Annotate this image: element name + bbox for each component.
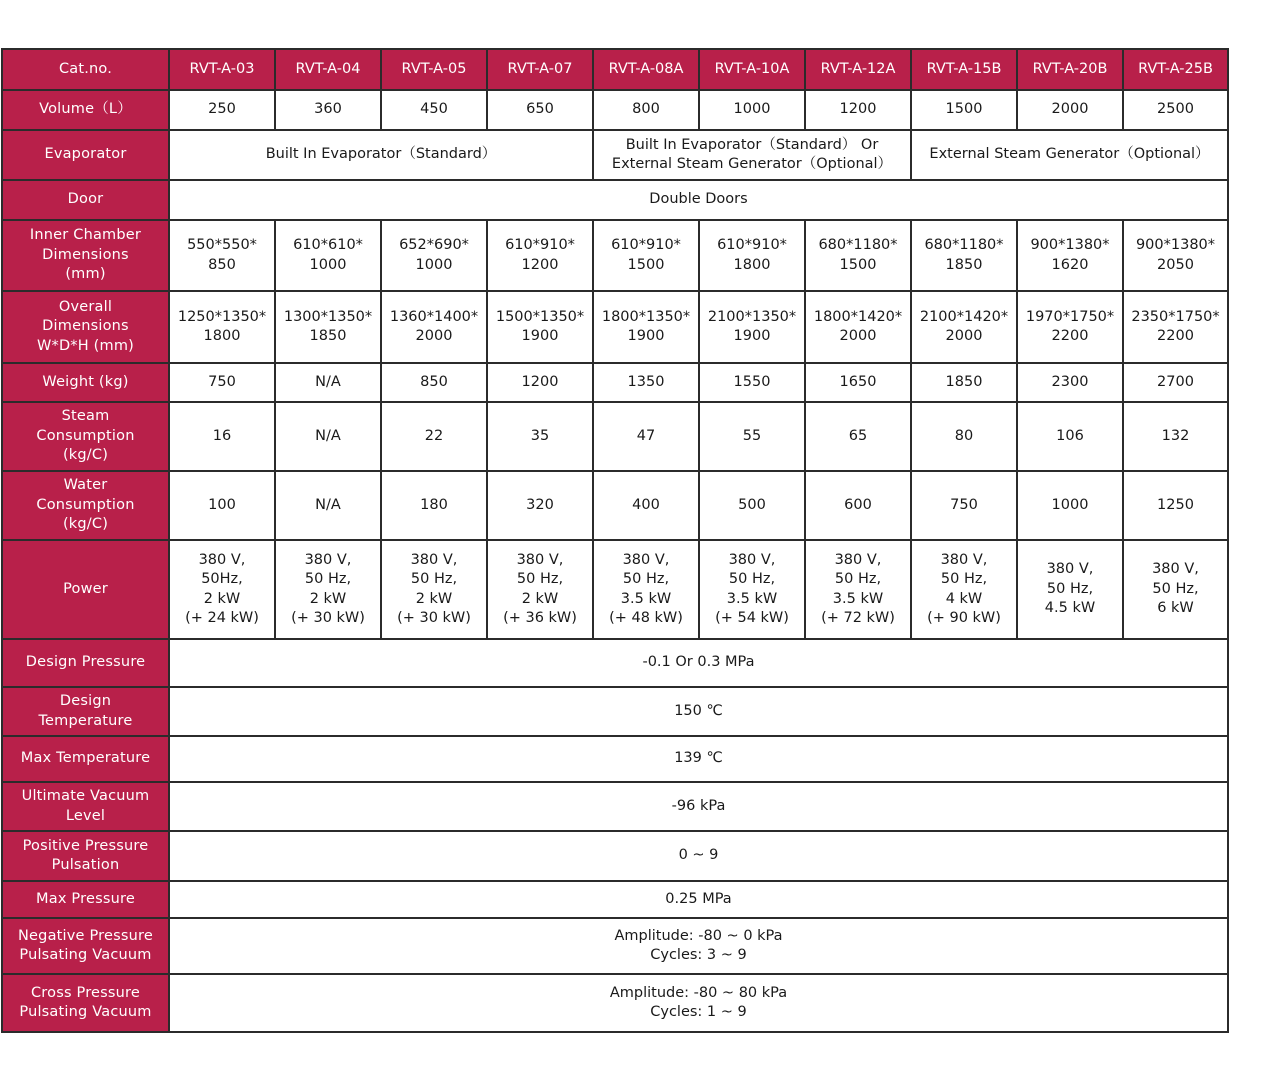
value-cell: 320: [487, 471, 593, 540]
value-cell: 250: [169, 90, 275, 130]
max-temperature-value: 139 ℃: [169, 736, 1228, 782]
door-value: Double Doors: [169, 180, 1228, 220]
value-cell: 1000: [1017, 471, 1123, 540]
model-cell: RVT-A-20B: [1017, 49, 1123, 90]
label-max-temperature: Max Temperature: [2, 736, 169, 782]
label-cross-pulsating: Cross Pressure Pulsating Vacuum: [2, 974, 169, 1032]
value-cell: 900*1380* 2050: [1123, 220, 1228, 291]
value-cell: 47: [593, 402, 699, 471]
value-cell: 450: [381, 90, 487, 130]
value-cell: 1250: [1123, 471, 1228, 540]
value-cell: 750: [169, 363, 275, 402]
value-cell: 180: [381, 471, 487, 540]
evaporator-group-3: External Steam Generator（Optional）: [911, 130, 1228, 180]
negative-pulsating-value: Amplitude: -80 ~ 0 kPa Cycles: 3 ~ 9: [169, 918, 1228, 974]
value-cell: 2350*1750* 2200: [1123, 291, 1228, 363]
value-cell: 1000: [699, 90, 805, 130]
label-negative-pulsating: Negative Pressure Pulsating Vacuum: [2, 918, 169, 974]
row-overall-dimensions: [2, 291, 1228, 363]
row-design-pressure: [2, 639, 1228, 687]
label-power: Power: [2, 540, 169, 639]
value-cell: 1500: [911, 90, 1017, 130]
value-cell: 1500*1350* 1900: [487, 291, 593, 363]
value-cell: 500: [699, 471, 805, 540]
value-cell: N/A: [275, 402, 381, 471]
value-cell: 2300: [1017, 363, 1123, 402]
value-cell: 22: [381, 402, 487, 471]
design-pressure-value: -0.1 Or 0.3 MPa: [169, 639, 1228, 687]
value-cell: 1970*1750* 2200: [1017, 291, 1123, 363]
value-cell: 55: [699, 402, 805, 471]
value-cell: 1200: [805, 90, 911, 130]
row-volume: [2, 90, 1228, 130]
value-cell: 610*910* 1800: [699, 220, 805, 291]
value-cell: 35: [487, 402, 593, 471]
label-design-temperature: Design Temperature: [2, 687, 169, 736]
value-cell: 2500: [1123, 90, 1228, 130]
value-cell: 380 V, 50 Hz, 4.5 kW: [1017, 540, 1123, 639]
model-cell: RVT-A-12A: [805, 49, 911, 90]
value-cell: 380 V, 50 Hz, 4 kW (+ 90 kW): [911, 540, 1017, 639]
value-cell: 900*1380* 1620: [1017, 220, 1123, 291]
row-weight: [2, 363, 1228, 402]
row-ultimate-vacuum: [2, 782, 1228, 831]
row-door: [2, 180, 1228, 220]
value-cell: 400: [593, 471, 699, 540]
value-cell: 1360*1400* 2000: [381, 291, 487, 363]
label-catno: Cat.no.: [2, 49, 169, 90]
ultimate-vacuum-value: -96 kPa: [169, 782, 1228, 831]
positive-pulsation-value: 0 ~ 9: [169, 831, 1228, 881]
model-cell: RVT-A-10A: [699, 49, 805, 90]
label-positive-pulsation: Positive Pressure Pulsation: [2, 831, 169, 881]
value-cell: 132: [1123, 402, 1228, 471]
value-cell: N/A: [275, 471, 381, 540]
model-cell: RVT-A-05: [381, 49, 487, 90]
value-cell: 1800*1420* 2000: [805, 291, 911, 363]
value-cell: 380 V, 50 Hz, 2 kW (+ 30 kW): [275, 540, 381, 639]
label-design-pressure: Design Pressure: [2, 639, 169, 687]
value-cell: 106: [1017, 402, 1123, 471]
row-evaporator: [2, 130, 1228, 180]
value-cell: 16: [169, 402, 275, 471]
value-cell: 610*610* 1000: [275, 220, 381, 291]
value-cell: 2700: [1123, 363, 1228, 402]
design-temperature-value: 150 ℃: [169, 687, 1228, 736]
row-water-consumption: [2, 471, 1228, 540]
model-cell: RVT-A-15B: [911, 49, 1017, 90]
label-inner-dimensions: Inner Chamber Dimensions (mm): [2, 220, 169, 291]
label-water-consumption: Water Consumption (kg/C): [2, 471, 169, 540]
row-catno: [2, 49, 1228, 90]
label-weight: Weight (kg): [2, 363, 169, 402]
label-ultimate-vacuum: Ultimate Vacuum Level: [2, 782, 169, 831]
value-cell: 380 V, 50 Hz, 2 kW (+ 36 kW): [487, 540, 593, 639]
value-cell: 600: [805, 471, 911, 540]
row-cross-pulsating: [2, 974, 1228, 1032]
value-cell: 680*1180* 1500: [805, 220, 911, 291]
label-max-pressure: Max Pressure: [2, 881, 169, 918]
label-door: Door: [2, 180, 169, 220]
value-cell: 80: [911, 402, 1017, 471]
row-power: [2, 540, 1228, 639]
value-cell: 1650: [805, 363, 911, 402]
value-cell: 1200: [487, 363, 593, 402]
row-negative-pulsating: [2, 918, 1228, 974]
value-cell: 100: [169, 471, 275, 540]
value-cell: 65: [805, 402, 911, 471]
value-cell: 1300*1350* 1850: [275, 291, 381, 363]
model-cell: RVT-A-08A: [593, 49, 699, 90]
evaporator-group-2: Built In Evaporator（Standard） Or External Steam Generator（Optional）: [593, 130, 911, 180]
row-design-temperature: [2, 687, 1228, 736]
value-cell: 2100*1350* 1900: [699, 291, 805, 363]
value-cell: 750: [911, 471, 1017, 540]
row-positive-pulsation: [2, 831, 1228, 881]
row-max-pressure: [2, 881, 1228, 918]
value-cell: 380 V, 50Hz, 2 kW (+ 24 kW): [169, 540, 275, 639]
label-volume: Volume（L）: [2, 90, 169, 130]
value-cell: 2100*1420* 2000: [911, 291, 1017, 363]
value-cell: 1850: [911, 363, 1017, 402]
value-cell: 2000: [1017, 90, 1123, 130]
row-steam-consumption: [2, 402, 1228, 471]
value-cell: 1350: [593, 363, 699, 402]
row-inner-dimensions: [2, 220, 1228, 291]
value-cell: 680*1180* 1850: [911, 220, 1017, 291]
value-cell: 1250*1350* 1800: [169, 291, 275, 363]
evaporator-group-1: Built In Evaporator（Standard）: [169, 130, 593, 180]
value-cell: 380 V, 50 Hz, 3.5 kW (+ 48 kW): [593, 540, 699, 639]
row-max-temperature: [2, 736, 1228, 782]
cross-pulsating-value: Amplitude: -80 ~ 80 kPa Cycles: 1 ~ 9: [169, 974, 1228, 1032]
value-cell: 550*550* 850: [169, 220, 275, 291]
value-cell: 380 V, 50 Hz, 3.5 kW (+ 54 kW): [699, 540, 805, 639]
value-cell: 1550: [699, 363, 805, 402]
value-cell: 380 V, 50 Hz, 2 kW (+ 30 kW): [381, 540, 487, 639]
max-pressure-value: 0.25 MPa: [169, 881, 1228, 918]
value-cell: 800: [593, 90, 699, 130]
label-overall-dimensions: Overall Dimensions W*D*H (mm): [2, 291, 169, 363]
value-cell: N/A: [275, 363, 381, 402]
spec-table: [1, 48, 1229, 1033]
value-cell: 610*910* 1500: [593, 220, 699, 291]
value-cell: 380 V, 50 Hz, 6 kW: [1123, 540, 1228, 639]
value-cell: 850: [381, 363, 487, 402]
value-cell: 380 V, 50 Hz, 3.5 kW (+ 72 kW): [805, 540, 911, 639]
value-cell: 1800*1350* 1900: [593, 291, 699, 363]
label-steam-consumption: Steam Consumption (kg/C): [2, 402, 169, 471]
model-cell: RVT-A-07: [487, 49, 593, 90]
model-cell: RVT-A-25B: [1123, 49, 1228, 90]
value-cell: 610*910* 1200: [487, 220, 593, 291]
model-cell: RVT-A-04: [275, 49, 381, 90]
value-cell: 650: [487, 90, 593, 130]
model-cell: RVT-A-03: [169, 49, 275, 90]
label-evaporator: Evaporator: [2, 130, 169, 180]
value-cell: 360: [275, 90, 381, 130]
value-cell: 652*690* 1000: [381, 220, 487, 291]
